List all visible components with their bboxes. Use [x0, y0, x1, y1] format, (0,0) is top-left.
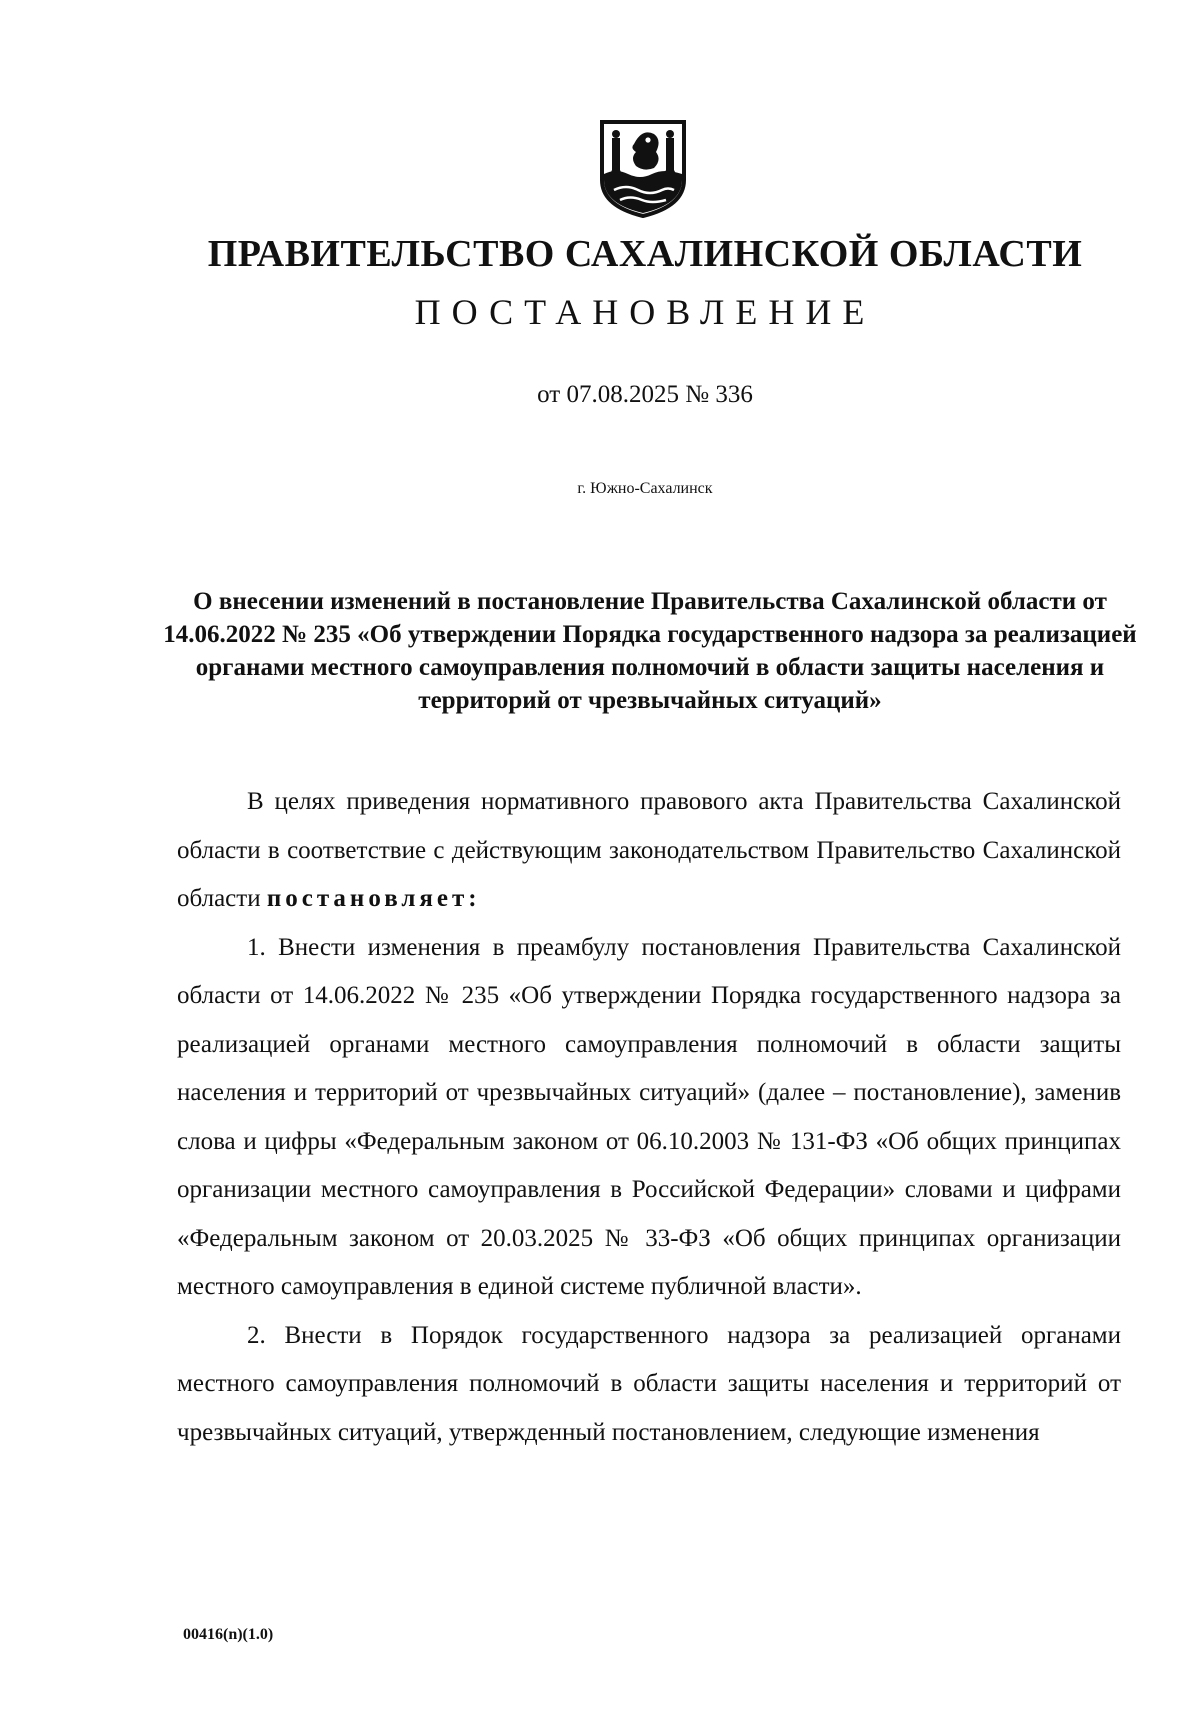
document-subject: О внесении изменений в постановление Правительства Сахалинской области от 14.06.2022 № 235 «Об утверждении Порядка государственного надзора за реализацией органами местного самоуправления полномочий в области защиты населения и территорий от чрезвычайных ситуаций» — [163, 588, 1137, 714]
document-body — [177, 778, 1121, 1457]
preamble-text: В целях приведения нормативного правового акта Правительства Сахалинской области в соответствие с действующим законодательством Правительство Сахалинской области — [177, 788, 1121, 912]
government-title: ПРАВИТЕЛЬСТВО САХАЛИНСКОЙ ОБЛАСТИ — [207, 233, 1083, 275]
document-date-number: от 07.08.2025 № 336 — [537, 381, 753, 408]
resolves-keyword: постановляет: — [266, 885, 481, 912]
sakhalin-coat-of-arms-icon — [596, 118, 690, 218]
item-1-paragraph: 1. Внести изменения в преамбулу постановления Правительства Сахалинской области от 14.06.2022 № 235 «Об утверждении Порядка государственного надзора за реализацией органами местного самоуправления полномочий в области защиты населения и территорий от чрезвычайных ситуаций» (далее – постановление), заменив слова и цифры «Федеральным законом от 06.10.2003 № 131-ФЗ «Об общих принципах организации местного самоуправления в Российской Федерации» словами и цифрами «Федеральным законом от 20.03.2025 № 33-ФЗ «Об общих принципах организации местного самоуправления в единой системе публичной власти». — [177, 933, 1121, 1300]
form-code: 00416(n)(1.0) — [183, 1626, 274, 1643]
item-2-paragraph: 2. Внести в Порядок государственного надзора за реализацией органами местного самоуправления полномочий в области защиты населения и территорий от чрезвычайных ситуаций, утвержденный постановлением, следующие изменения — [177, 1321, 1121, 1446]
preamble-paragraph — [177, 778, 1121, 924]
document-city: г. Южно-Сахалинск — [577, 480, 713, 497]
document-type: ПОСТАНОВЛЕНИЕ — [414, 292, 876, 332]
